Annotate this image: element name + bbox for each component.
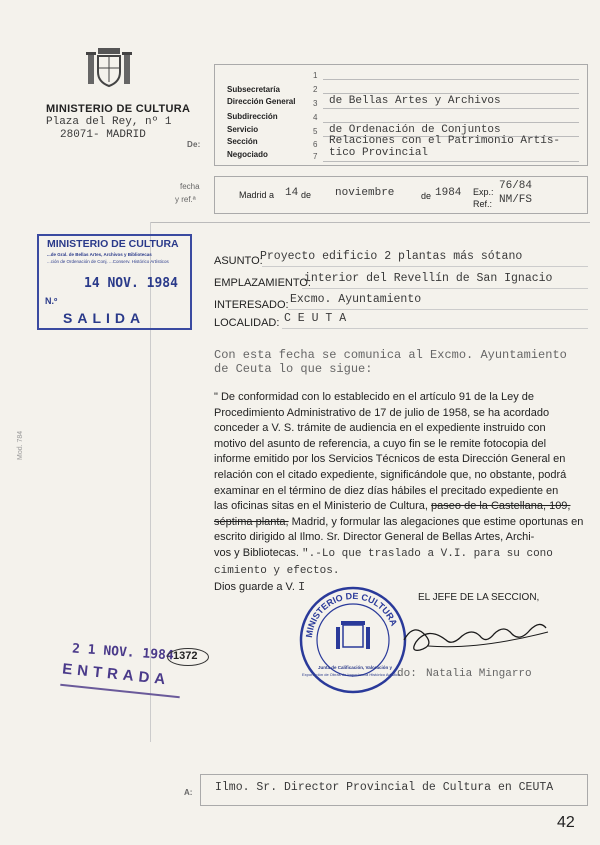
routing-label-direccion-general: Dirección General — [227, 97, 296, 106]
ref-label-2: Ref.: — [473, 199, 493, 209]
entrada-word: ENTRADA — [61, 660, 171, 689]
seal-top-text: MINISTERIO DE CULTURA — [303, 590, 400, 639]
body-line: escrito dirigido al Ilmo. Sr. Director General de Bellas Artes, Archi- — [214, 531, 535, 544]
routing-label-seccion: Sección — [227, 137, 258, 146]
salida-ministry: MINISTERIO DE CULTURA — [47, 238, 179, 250]
salida-date: 14 NOV. 1984 — [84, 276, 178, 291]
entrada-date: 2 1 NOV. 1984 — [71, 641, 175, 664]
body-text: las oficinas sitas en el Ministerio de Cultura, — [214, 500, 428, 513]
body-line — [214, 499, 589, 515]
routing-line — [323, 122, 579, 123]
body-line: conceder a V. S. trámite de audiencia en el expediente instruido con — [214, 422, 546, 435]
salida-line2: ...de Gral. de Bellas Artes, Archivos y Bibliotecas — [47, 252, 152, 257]
exp-label: Exp.: — [473, 187, 494, 197]
date-de-1: de — [301, 190, 312, 200]
body-text: Madrid, y formular las alegaciones que estime oportunas en — [291, 515, 584, 528]
routing-value-direccion: de Bellas Artes y Archivos — [329, 95, 501, 107]
localidad-label: LOCALIDAD: — [214, 317, 280, 329]
struck-address: paseo de la Castellana, 109, — [431, 500, 571, 513]
seal-inner-1: Junta de Calificación, Valoración y — [318, 665, 393, 670]
body-line — [214, 563, 589, 580]
routing-num: 5 — [313, 127, 318, 136]
date-place: Madrid a — [239, 190, 275, 200]
closing-text: Dios guarde a V. — [214, 581, 295, 594]
localidad-value: C E U T A — [284, 312, 347, 325]
signature-title: EL JEFE DE LA SECCION, — [418, 592, 540, 603]
seal-inner-2: Exportación de Obras de Importancia Histórico Artística — [302, 672, 401, 677]
date-de-2: de — [421, 191, 432, 201]
interesado-label: INTERESADO: — [214, 299, 289, 311]
routing-num: 7 — [313, 152, 318, 161]
signer-name: Natalia Mingarro — [426, 668, 532, 680]
routing-label-subsecretaria: Subsecretaría — [227, 85, 280, 94]
body-text: vos y Bibliotecas. — [214, 546, 299, 559]
official-seal — [298, 585, 408, 695]
struck-floor: séptima planta, — [214, 515, 289, 528]
ref-label: y ref.ª — [175, 195, 196, 204]
localidad-line — [282, 328, 588, 329]
typed-addition: ".-Lo que traslado a V.I. para su cono — [302, 547, 553, 560]
ministry-name: MINISTERIO DE CULTURA — [46, 103, 191, 115]
interesado-value: Excmo. Ayuntamiento — [290, 293, 422, 306]
date-year: 1984 — [435, 187, 462, 199]
coat-of-arms-icon — [84, 44, 134, 92]
date-day: 14 — [285, 187, 299, 199]
margin-code: Mod. 784 — [17, 430, 24, 460]
routing-value-servicio: de Ordenación de Conjuntos — [329, 124, 501, 136]
exp-value: 76/84 — [499, 180, 533, 192]
date-box — [214, 176, 588, 214]
addressee-label: A: — [184, 788, 193, 797]
body-line — [214, 546, 589, 563]
body-line: " De conformidad con lo establecido en el artículo 91 de la Ley de — [214, 391, 535, 403]
content-frame — [150, 222, 590, 223]
body-line — [214, 515, 589, 531]
salida-no-label: N.º — [45, 296, 58, 306]
emplazamiento-label: EMPLAZAMIENTO: — [214, 277, 311, 289]
intro-line-2: de Ceuta lo que sigue: — [214, 362, 373, 376]
routing-line — [323, 79, 579, 80]
salida-line3: ...ción de Ordenación de Conj. ...Conserv. Histórico Artísticos — [47, 259, 169, 264]
page-number: 42 — [557, 814, 575, 831]
body-line: examinar en el término de diez días hábiles el precitado expediente en — [214, 484, 559, 497]
body-line: motivo del asunto de referencia, a cuyo fin se le remite fotocopia del — [214, 437, 547, 450]
body-line: informe emitido por los Servicios Técnicos de esta Dirección General en — [214, 453, 566, 466]
interesado-line — [288, 309, 588, 310]
emplazamiento-value: interior del Revellín de San Ignacio — [304, 272, 553, 285]
routing-num: 4 — [313, 113, 318, 122]
body-paragraph — [214, 390, 589, 596]
routing-label-subdireccion: Subdirección — [227, 112, 278, 121]
closing-typed: I — [298, 580, 306, 595]
entrada-number: 1372 — [173, 650, 198, 662]
emplazamiento-line — [302, 288, 588, 289]
routing-num-2: 2 — [313, 85, 318, 94]
routing-num: 6 — [313, 140, 318, 149]
salida-word: SALIDA — [63, 310, 146, 326]
address-line-2: 28071- MADRID — [60, 129, 146, 141]
typed-addition: cimiento y efectos. — [214, 564, 340, 577]
addressee-value: Ilmo. Sr. Director Provincial de Cultura en CEUTA — [215, 781, 554, 794]
routing-label-servicio: Servicio — [227, 125, 259, 134]
de-label: De: — [187, 140, 201, 149]
routing-line — [323, 108, 579, 109]
routing-line — [323, 161, 579, 162]
asunto-value: Proyecto edificio 2 plantas más sótano — [260, 250, 523, 263]
routing-value-seccion: Relaciones con el Patrimonio Artís- — [329, 135, 561, 147]
routing-line — [323, 93, 579, 94]
entrada-number-circle — [167, 648, 209, 666]
body-line: relación con el citado expediente, significándole que, no obstante, podrá — [214, 468, 567, 481]
routing-num-top: 1 — [313, 71, 318, 80]
handwritten-signature — [398, 612, 558, 662]
routing-box — [214, 64, 588, 166]
routing-value-negociado: tico Provincial — [329, 147, 429, 159]
intro-line-1: Con esta fecha se comunica al Excmo. Ayuntamiento — [214, 348, 567, 362]
routing-label-negociado: Negociado — [227, 150, 268, 159]
asunto-line — [262, 266, 588, 267]
ref-value: NM/FS — [499, 194, 533, 206]
date-month: noviembre — [335, 187, 395, 199]
signer-prefix: do: — [397, 668, 417, 680]
salida-stamp — [37, 234, 192, 330]
asunto-label: ASUNTO: — [214, 255, 263, 267]
body-line: Procedimiento Administrativo de 17 de julio de 1958, se ha acordado — [214, 406, 550, 419]
fecha-label: fecha — [180, 182, 200, 191]
routing-num: 3 — [313, 99, 318, 108]
address-line-1: Plaza del Rey, nº 1 — [46, 116, 172, 128]
addressee-box — [200, 774, 588, 806]
